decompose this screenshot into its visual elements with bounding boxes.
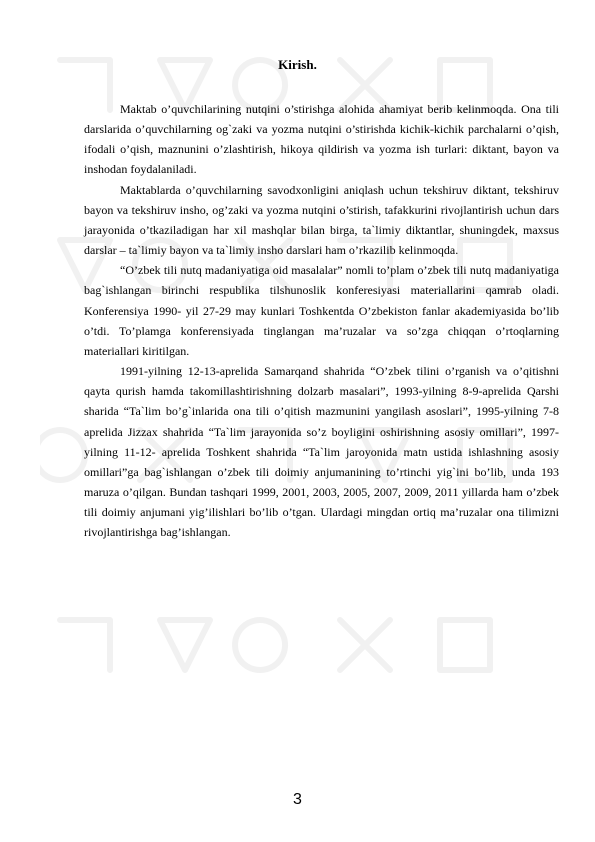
page-title: Kirish. — [278, 57, 317, 72]
paragraph: 1991-yilning 12-13-aprelida Samarqand shahrida “O’zbek tilini o’rganish va o’qitishni qayta qurish hamda takomillashtirishning dolzarb masalari”, 1993-yilning 8-9-aprelida Qarshi sharida “Ta`lim bo’g`inlarida ona tili o’qitish mazmunini yangilash asoslari”, 1995-yilning 7-8 aprelida Jizzax shahrida “Ta`lim jarayonida so’z boyligini oshirishning asosiy omillari”, 1997-yilning 11-12- aprelida Toshkent shahrida “Ta`lim jaroyonida matn ustida ishlashning asosiy omillari”ga bag`ishlangan o’zbek tili doimiy anjumanining to’rtinchi yig`ini bo’lib, unda 193 maruza o’qilgan. Bundan tashqari 1999, 2001, 2003, 2005, 2007, 2009, 2011 yillarda ham o’zbek tili doimiy anjumani yig’ilishlari bo’lib o’tgan. Ulardagi mingdan ortiq ma’ruzalar ona tilimizni rivojlantirishga bag’ishlangan. — [84, 364, 559, 540]
paragraph: Maktablarda o’quvchilarning savodxonligini aniqlash uchun tekshiruv diktant, tekshiruv bayon va tekshiruv insho, og’zaki va yozma nutqini o’stirish, tafakkurini rivojlantirish uchun dars jarayonida o’tkaziladigan har xil mashqlar bilan birga, ta`limiy diktantlar, shuningdek, maxsus darslar – ta`limiy bayon va ta`limiy insho darslari ham o’rkazilib kelinmoqda. — [84, 182, 559, 258]
body-text — [84, 99, 559, 542]
page-number: 3 — [293, 791, 302, 808]
paragraph: Maktab o’quvchilarining nutqini o’stirishga alohida ahamiyat berib kelinmoqda. Ona tili darslarida o’quvchilarning og`zaki va yozma nutqini o’stirishda kichik-kichik parchalarni o’qish, ifodali o’qish, maznunini o’zlashtirish, hikoya qildirish va yozma ish turlari: diktant, bayon va inshodan foydalaniladi. — [84, 102, 559, 177]
paragraph: “O’zbek tili nutq madaniyatiga oid masalalar” nomli to’plam o’zbek tili nutq madaniyatiga bag`ishlangan birinchi respublika tilshunoslik konferesiyasi materiallarini qamrab oladi. Konferensiya 1990- yil 27-29 may kunlari Toshkentda O’zbekiston fanlar akademiyasida bo’lib o’tdi. To’plamga konferensiyada tinglangan ma’ruzalar va so’zga chiqqan o’rtoqlarning materiallari kiritilgan. — [84, 263, 559, 358]
